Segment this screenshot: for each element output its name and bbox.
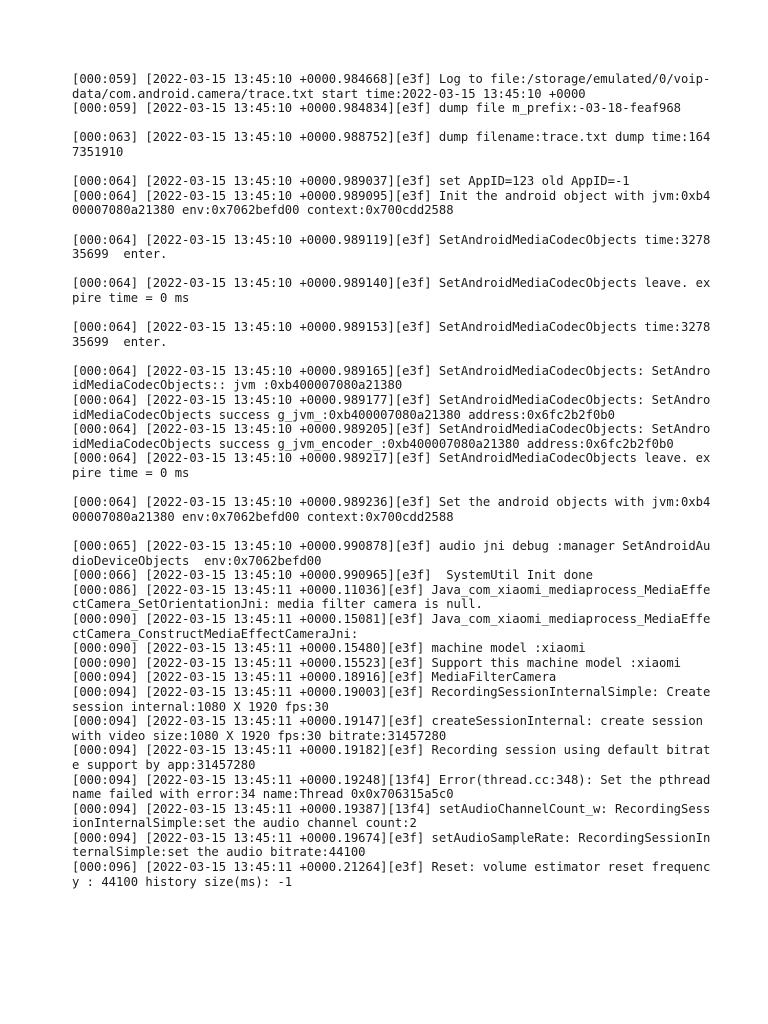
log-line: [000:094] [2022-03-15 13:45:11 +0000.19387][13f4] setAudioChannelCount_w: RecordingSessionInternalSimple:set the audio channel count:2 xyxy=(72,801,711,831)
log-entry-group xyxy=(72,276,712,305)
log-line: [000:064] [2022-03-15 13:45:10 +0000.989119][e3f] SetAndroidMediaCodecObjects time:327835699 enter. xyxy=(72,232,711,262)
log-line: [000:094] [2022-03-15 13:45:11 +0000.19147][e3f] createSessionInternal: create session with video size:1080 X 1920 fps:30 bitrate:31457280 xyxy=(72,714,711,743)
log-line: [000:065] [2022-03-15 13:45:10 +0000.990878][e3f] audio jni debug :manager SetAndroidAudioDeviceObjects env:0x7062befd00 xyxy=(72,539,711,568)
log-entry-group xyxy=(72,495,712,524)
log-line: [000:064] [2022-03-15 13:45:10 +0000.989217][e3f] SetAndroidMediaCodecObjects leave. expire time = 0 ms xyxy=(72,451,711,481)
log-line: [000:090] [2022-03-15 13:45:11 +0000.15081][e3f] Java_com_xiaomi_mediaprocess_MediaEffectCamera_ConstructMediaEffectCameraJni: xyxy=(72,611,711,641)
log-line: [000:059] [2022-03-15 13:45:10 +0000.984834][e3f] dump file m_prefix:-03-18-feaf968 xyxy=(72,101,682,116)
log-line: [000:066] [2022-03-15 13:45:10 +0000.990965][e3f] SystemUtil Init done xyxy=(72,568,593,583)
log-line: [000:094] [2022-03-15 13:45:11 +0000.19182][e3f] Recording session using default bitrate support by app:31457280 xyxy=(72,743,711,772)
log-line: [000:094] [2022-03-15 13:45:11 +0000.19248][13f4] Error(thread.cc:348): Set the pthread name failed with error:34 name:Thread 0x0x706315a5c0 xyxy=(72,772,718,802)
log-entry-group xyxy=(72,174,712,218)
log-entry-group xyxy=(72,130,712,159)
log-line: [000:086] [2022-03-15 13:45:11 +0000.11036][e3f] Java_com_xiaomi_mediaprocess_MediaEffectCamera_SetOrientationJni: media filter camera is null. xyxy=(72,582,711,612)
log-entry-group xyxy=(72,320,712,349)
log-line: [000:090] [2022-03-15 13:45:11 +0000.15480][e3f] machine model :xiaomi xyxy=(72,641,586,656)
log-line: [000:094] [2022-03-15 13:45:11 +0000.19674][e3f] setAudioSampleRate: RecordingSessionInternalSimple:set the audio bitrate:44100 xyxy=(72,830,711,860)
log-line: [000:063] [2022-03-15 13:45:10 +0000.988752][e3f] dump filename:trace.txt dump time:1647351910 xyxy=(72,130,711,159)
log-document xyxy=(72,72,718,904)
log-line: [000:064] [2022-03-15 13:45:10 +0000.989095][e3f] Init the android object with jvm:0xb400007080a21380 env:0x7062befd00 context:0x700cdd2588 xyxy=(72,188,711,218)
log-entry-group xyxy=(72,364,712,481)
log-line: [000:064] [2022-03-15 13:45:10 +0000.989165][e3f] SetAndroidMediaCodecObjects: SetAndroidMediaCodecObjects:: jvm :0xb400007080a21380 xyxy=(72,363,711,393)
log-line: [000:094] [2022-03-15 13:45:11 +0000.19003][e3f] RecordingSessionInternalSimple: Create session internal:1080 X 1920 fps:30 xyxy=(72,684,718,714)
log-line: [000:094] [2022-03-15 13:45:11 +0000.18916][e3f] MediaFilterCamera xyxy=(72,670,557,685)
log-entry-group xyxy=(72,233,712,262)
log-entry-group xyxy=(72,72,712,116)
log-line: [000:064] [2022-03-15 13:45:10 +0000.989140][e3f] SetAndroidMediaCodecObjects leave. expire time = 0 ms xyxy=(72,276,711,305)
log-line: [000:096] [2022-03-15 13:45:11 +0000.21264][e3f] Reset: volume estimator reset frequency : 44100 history size(ms): -1 xyxy=(72,860,711,889)
log-line: [000:064] [2022-03-15 13:45:10 +0000.989037][e3f] set AppID=123 old AppID=-1 xyxy=(72,174,630,189)
log-line: [000:090] [2022-03-15 13:45:11 +0000.15523][e3f] Support this machine model :xiaomi xyxy=(72,655,682,670)
log-line: [000:064] [2022-03-15 13:45:10 +0000.989177][e3f] SetAndroidMediaCodecObjects: SetAndroidMediaCodecObjects success g_jvm_:0xb400007080a21380 address:0x6fc2b2f0b0 xyxy=(72,393,711,422)
log-line: [000:064] [2022-03-15 13:45:10 +0000.989205][e3f] SetAndroidMediaCodecObjects: SetAndroidMediaCodecObjects success g_jvm_encoder_:0xb400007080a21380 address:0x6fc2b2f0b0 xyxy=(72,422,711,451)
log-line: [000:064] [2022-03-15 13:45:10 +0000.989153][e3f] SetAndroidMediaCodecObjects time:327835699 enter. xyxy=(72,320,711,349)
log-entry-group xyxy=(72,539,718,889)
log-line: [000:064] [2022-03-15 13:45:10 +0000.989236][e3f] Set the android objects with jvm:0xb400007080a21380 env:0x7062befd00 context:0x700cdd2588 xyxy=(72,495,711,524)
log-line: [000:059] [2022-03-15 13:45:10 +0000.984668][e3f] Log to file:/storage/emulated/0/voip-data/com.android.camera/trace.txt start time:2022-03-15 13:45:10 +0000 xyxy=(72,72,711,101)
